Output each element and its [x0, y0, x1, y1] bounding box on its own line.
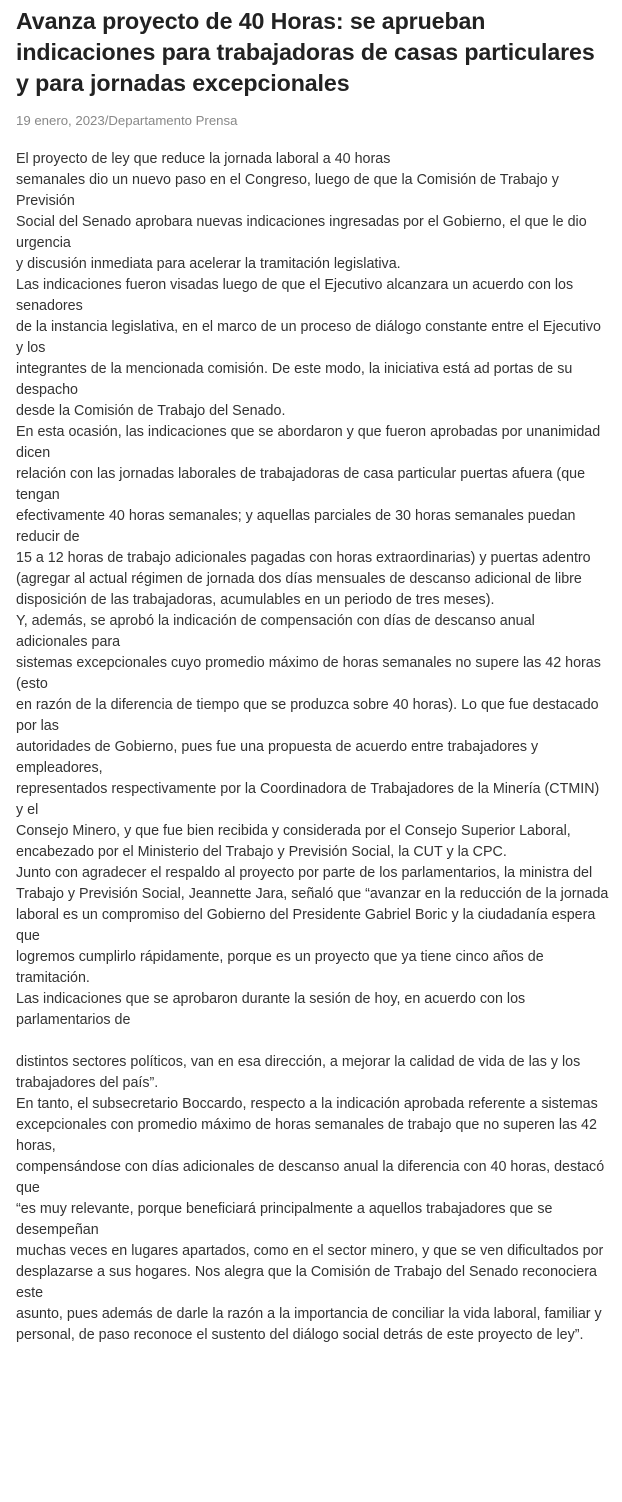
- body-line: El proyecto de ley que reduce la jornada laboral a 40 horas: [16, 151, 391, 167]
- body-line: trabajadores del país”.: [16, 1075, 159, 1091]
- body-line: 15 a 12 horas de trabajo adicionales pagadas con horas extraordinarias) y puertas adentro: [16, 550, 591, 566]
- publish-date: 19 enero, 2023: [16, 113, 105, 128]
- body-line: en razón de la diferencia de tiempo que se produzca sobre 40 horas). Lo que fue destacado por las: [16, 697, 599, 734]
- article-meta: [16, 112, 610, 130]
- body-line: asunto, pues además de darle la razón a la importancia de conciliar la vida laboral, familiar y: [16, 1306, 602, 1322]
- body-line: compensándose con días adicionales de descanso anual la diferencia con 40 horas, destacó que: [16, 1159, 605, 1196]
- meta-separator: /: [104, 113, 109, 128]
- body-line: Consejo Minero, y que fue bien recibida y considerada por el Consejo Superior Laboral,: [16, 823, 571, 839]
- body-line: Las indicaciones que se aprobaron durante la sesión de hoy, en acuerdo con los parlamentarios de: [16, 991, 526, 1028]
- body-line: Trabajo y Previsión Social, Jeannette Jara, señaló que “avanzar en la reducción de la jornada: [16, 886, 609, 902]
- body-line: efectivamente 40 horas semanales; y aquellas parciales de 30 horas semanales puedan reducir de: [16, 508, 576, 545]
- body-line: relación con las jornadas laborales de trabajadoras de casa particular puertas afuera (que tengan: [16, 466, 586, 503]
- body-line: excepcionales con promedio máximo de horas semanales de trabajo que no superen las 42 horas,: [16, 1117, 597, 1154]
- body-line: laboral es un compromiso del Gobierno del Presidente Gabriel Boric y la ciudadanía espera que: [16, 907, 596, 944]
- body-line: Social del Senado aprobara nuevas indicaciones ingresadas por el Gobierno, el que le dio urgencia: [16, 214, 587, 251]
- article-body: [16, 149, 610, 1346]
- body-line: disposición de las trabajadoras, acumulables en un periodo de tres meses).: [16, 592, 495, 608]
- body-line: En esta ocasión, las indicaciones que se abordaron y que fueron aprobadas por unanimidad dicen: [16, 424, 601, 461]
- body-line: (agregar al actual régimen de jornada dos días mensuales de descanso adicional de libre: [16, 571, 582, 587]
- body-line: autoridades de Gobierno, pues fue una propuesta de acuerdo entre trabajadores y empleadores,: [16, 739, 539, 776]
- body-line: muchas veces en lugares apartados, como en el sector minero, y que se ven dificultados por: [16, 1243, 604, 1259]
- body-line: integrantes de la mencionada comisión. De este modo, la iniciativa está ad portas de su despacho: [16, 361, 573, 398]
- body-line: representados respectivamente por la Coordinadora de Trabajadores de la Minería (CTMIN) y el: [16, 781, 600, 818]
- body-line: semanales dio un nuevo paso en el Congreso, luego de que la Comisión de Trabajo y Previsión: [16, 172, 559, 209]
- body-line: desplazarse a sus hogares. Nos alegra que la Comisión de Trabajo del Senado reconociera este: [16, 1264, 597, 1301]
- body-line: distintos sectores políticos, van en esa dirección, a mejorar la calidad de vida de las y los: [16, 1054, 581, 1070]
- body-line: desde la Comisión de Trabajo del Senado.: [16, 403, 286, 419]
- paragraph-gap: [16, 1031, 610, 1052]
- author[interactable]: Departamento Prensa: [108, 113, 238, 128]
- body-line: logremos cumplirlo rápidamente, porque es un proyecto que ya tiene cinco años de tramitación.: [16, 949, 544, 986]
- body-line: Las indicaciones fueron visadas luego de que el Ejecutivo alcanzara un acuerdo con los senadores: [16, 277, 574, 314]
- body-line: de la instancia legislativa, en el marco de un proceso de diálogo constante entre el Ejecutivo y los: [16, 319, 601, 356]
- article-title: Avanza proyecto de 40 Horas: se aprueban indicaciones para trabajadoras de casas particulares y para jornadas excepcionales: [16, 8, 595, 96]
- body-line: En tanto, el subsecretario Boccardo, respecto a la indicación aprobada referente a sistemas: [16, 1096, 598, 1112]
- body-line: sistemas excepcionales cuyo promedio máximo de horas semanales no supere las 42 horas (esto: [16, 655, 601, 692]
- body-line: Junto con agradecer el respaldo al proyecto por parte de los parlamentarios, la ministra del: [16, 865, 593, 881]
- body-line: encabezado por el Ministerio del Trabajo y Previsión Social, la CUT y la CPC.: [16, 844, 507, 860]
- body-line: y discusión inmediata para acelerar la tramitación legislativa.: [16, 256, 401, 272]
- body-line: Y, además, se aprobó la indicación de compensación con días de descanso anual adicionales para: [16, 613, 535, 650]
- body-line: personal, de paso reconoce el sustento del diálogo social detrás de este proyecto de ley”.: [16, 1327, 584, 1343]
- body-line: “es muy relevante, porque beneficiará principalmente a aquellos trabajadores que se desempeñan: [16, 1201, 553, 1238]
